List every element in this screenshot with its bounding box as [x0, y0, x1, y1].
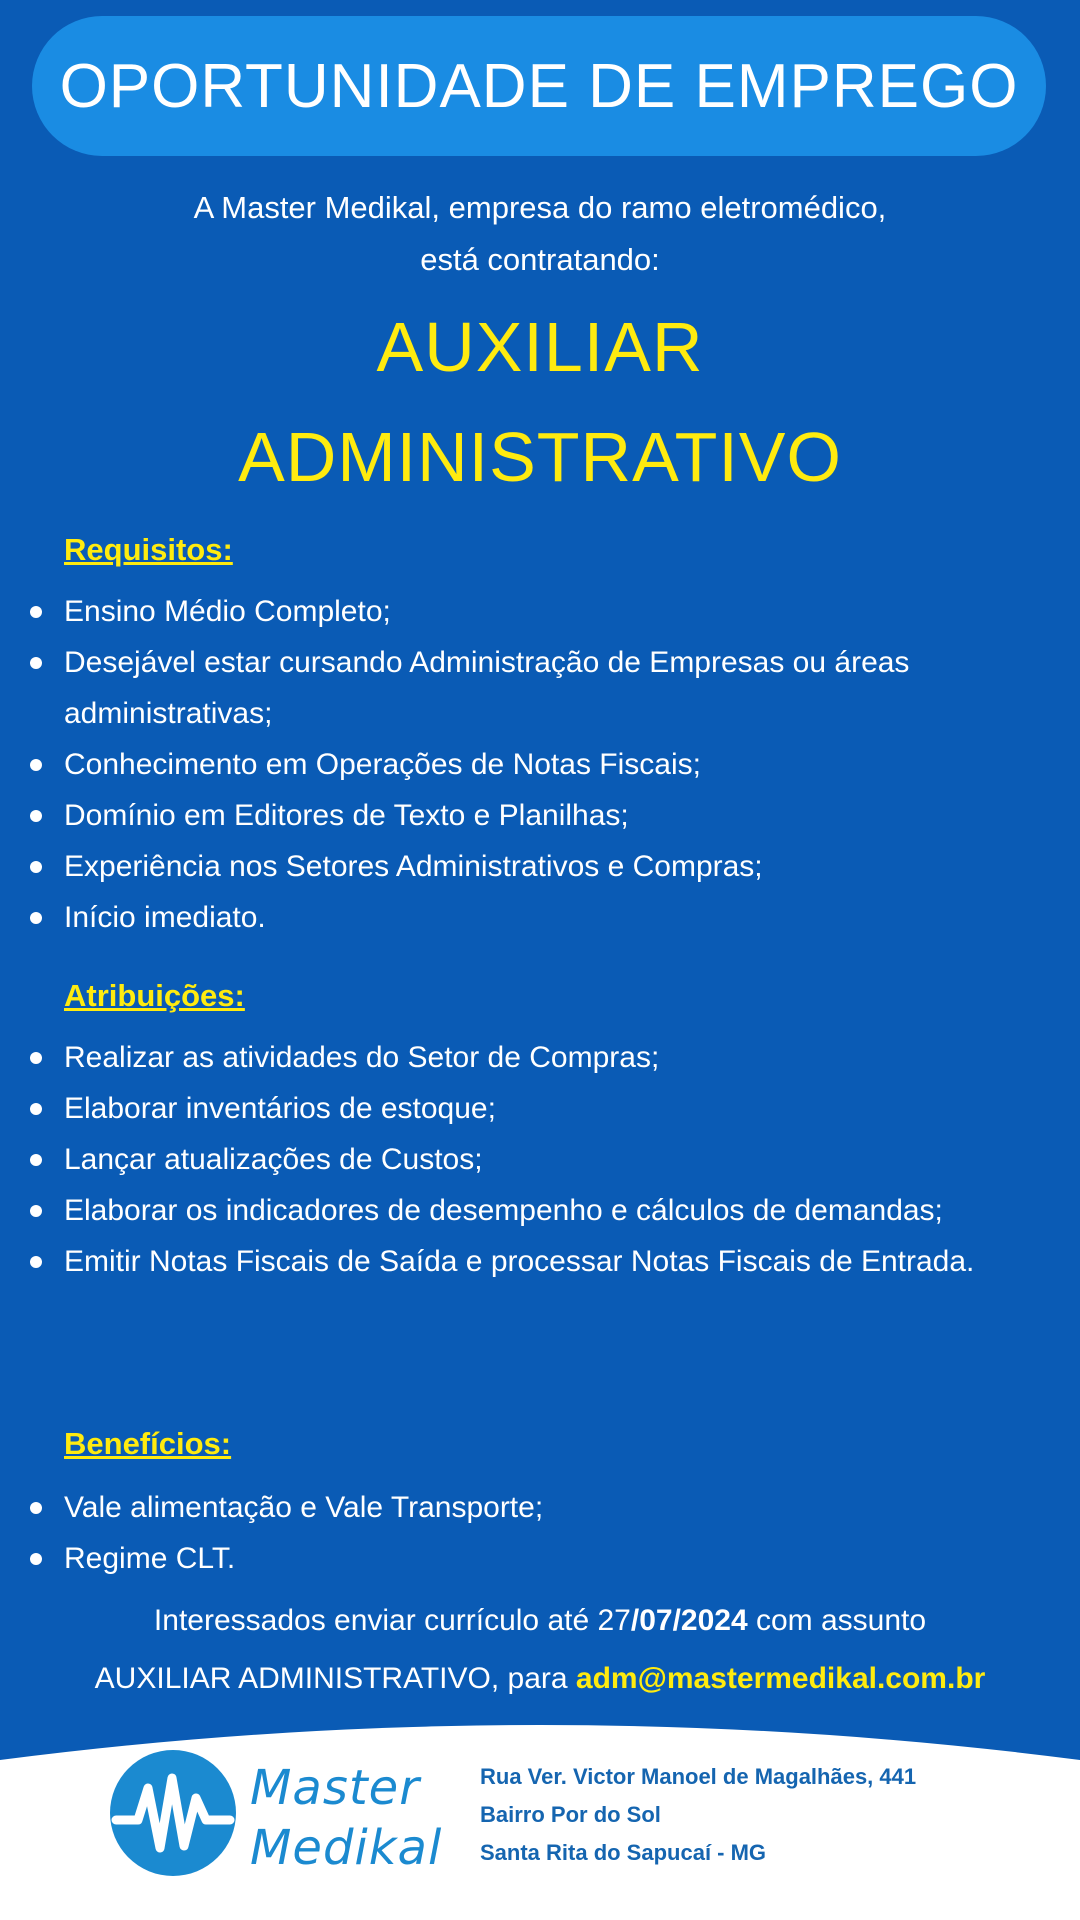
list-item: Elaborar inventários de estoque;: [0, 1083, 1070, 1134]
job-title: [0, 292, 1080, 512]
atribuicoes-heading: Atribuições:: [64, 978, 245, 1013]
logo-word-master: Master: [250, 1760, 420, 1816]
list-item: Emitir Notas Fiscais de Saída e processar Notas Fiscais de Entrada.: [0, 1236, 1070, 1287]
intro-text: [0, 182, 1080, 286]
list-item: Desejável estar cursando Administração de Empresas ou áreas administrativas;: [0, 637, 1070, 739]
job-title-line-1: AUXILIAR: [376, 308, 704, 386]
cta-line2-pre: AUXILIAR ADMINISTRATIVO, para: [94, 1662, 576, 1695]
requisitos-heading: Requisitos:: [64, 532, 233, 567]
requisitos-list: [0, 586, 1070, 943]
list-item: Experiência nos Setores Administrativos e Compras;: [0, 841, 1070, 892]
page-title: OPORTUNIDADE DE EMPREGO: [59, 51, 1019, 121]
list-item: Vale alimentação e Vale Transporte;: [0, 1482, 1070, 1533]
beneficios-heading: Benefícios:: [64, 1426, 232, 1461]
intro-line-1: A Master Medikal, empresa do ramo eletromédico,: [193, 190, 887, 225]
master-medikal-logo-icon: [108, 1748, 238, 1878]
cta-pre: Interessados enviar currículo até 27: [153, 1604, 631, 1637]
beneficios-list: [0, 1482, 1070, 1584]
cta-line-1: [0, 1592, 1080, 1650]
address-line-1: Rua Ver. Victor Manoel de Magalhães, 441: [480, 1764, 917, 1789]
list-item: Elaborar os indicadores de desempenho e cálculos de demandas;: [0, 1185, 1070, 1236]
cta-post: com assunto: [747, 1604, 927, 1637]
job-title-line-2: ADMINISTRATIVO: [238, 418, 842, 496]
header-banner: [32, 16, 1046, 156]
list-item: Lançar atualizações de Custos;: [0, 1134, 1070, 1185]
list-item: Início imediato.: [0, 892, 1070, 943]
contact-email[interactable]: adm@mastermedikal.com.br: [575, 1662, 986, 1695]
atribuicoes-list: [0, 1032, 1070, 1287]
list-item: Conhecimento em Operações de Notas Fiscais;: [0, 739, 1070, 790]
list-item: Realizar as atividades do Setor de Compras;: [0, 1032, 1070, 1083]
list-item: Regime CLT.: [0, 1533, 1070, 1584]
intro-line-2: está contratando:: [420, 242, 660, 277]
address-line-3: Santa Rita do Sapucaí - MG: [480, 1840, 767, 1865]
list-item: Ensino Médio Completo;: [0, 586, 1070, 637]
call-to-action: [0, 1592, 1080, 1708]
company-address: [480, 1758, 916, 1872]
address-line-2: Bairro Por do Sol: [480, 1802, 661, 1827]
logo-word-medikal: Medikal: [250, 1820, 443, 1876]
logo-wordmark: [250, 1758, 442, 1878]
cta-date: /07/2024: [630, 1604, 748, 1637]
list-item: Domínio em Editores de Texto e Planilhas;: [0, 790, 1070, 841]
